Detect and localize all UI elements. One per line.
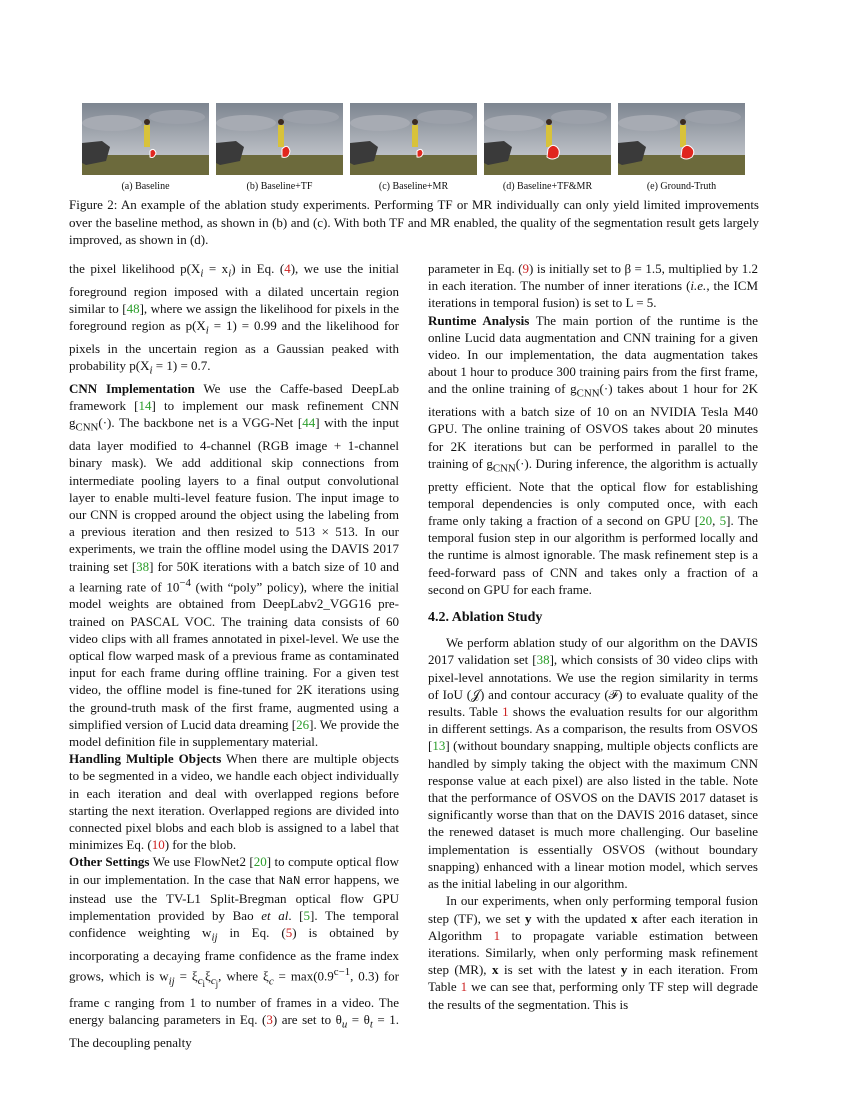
citation-link[interactable]: 38 [536,652,550,668]
thumbnail-image [618,103,745,175]
runin-heading: Runtime Analysis [428,312,530,328]
figure-2 [82,103,750,193]
paragraph-cnn-implementation: CNN Implementation We use the Caffe-based DeepLab framework [14] to implement our mask refinement CNN $g_{CNN}(\cdot)$. The backbone net is a VGG-Net [44] with the input data layer modified to 4-channel (RGB image + 1-channel binary mask). We add additional skip connections from intermediate pooling layers to a final output convolutional layer to enable multi-level feature fusion. The input image to our CNN is cropped around the object using the labeling from a previous iteration and then resized to 513 × 513. In our experiments, we train the offline model using the DAVIS 2017 training set [38] for 50K iterations with a batch size of 10 and a learning rate of $10^{-4}$ (with “poly” policy), where the initial model weights are obtained from DeepLabv2_VGG16 pre-trained on PASCAL VOC. The training data consists of 60 video clips with all frames annotated in pixel-level. We use the optical flow warped mask of a previous frame as contaminated input for each frame during offline training. For a given test video, the offline model is fine-tuned for 2K iterations using the ground-truth mask of the first frame, augmented using a simplified version of Lucid data dreaming [26]. We provide the model definition file in supplementary material. [69,381,400,749]
figure-panel-ground-truth [618,103,745,192]
thumbnail-image [350,103,477,175]
citation-link[interactable]: 26 [296,716,310,732]
thumbnail-image [216,103,343,175]
equation-ref[interactable]: 10 [151,837,165,853]
runin-heading: Handling Multiple Objects [69,751,222,767]
section-heading: 4.2. Ablation Study [428,610,543,626]
figure-panel-baseline-tf-mr [484,103,611,192]
citation-link[interactable]: 20 [699,513,713,529]
left-column [69,260,399,1051]
citation-link[interactable]: 14 [138,398,152,414]
thumbnail-image [484,103,611,175]
citation-link[interactable]: 38 [136,558,150,574]
right-column [428,260,758,1013]
paragraph-ablation-2: In our experiments, when only performing temporal fusion step (TF), we set y with the updated x after each iteration in Algorithm 1 to propagate variable estimation between iterations. Similarly, when only performing mask refinement step (MR), x is set with the latest y in each iteration. From Table 1 we can see that, performing only TF step will degrade the results of the segmentation. This is [428,893,759,1012]
paragraph-likelihood: the pixel likelihood $p(X_i = x_i)$ in Eq. (4), we use the initial foreground region imposed with a dilated uncertain region similar to [48], where we assign the likelihood for pixels in the foreground region as $p(X_i = 1) = 0.99$ and the likelihood for pixels in the uncertain region as a Gaussian peaked with probability $p(X_i = 1) = 0.7$. [69,261,399,377]
paragraph-decoupling-penalty: parameter in Eq. (9) is initially set to β = 1.5, multiplied by 1.2 in each iteration. The number of inner iterations (i.e., the ICM iterations in temporal fusion) is set to L = 5. [428,261,759,311]
table-ref[interactable]: 1 [460,979,468,995]
citation-link[interactable]: 48 [126,301,140,316]
paragraph-multiple-objects: Handling Multiple Objects When there are multiple objects to be segmented in a video, we handle each object individually in each iteration and deal with overlapped regions before starting the next iteration. Overlapped regions are divided into connected pixel blobs and each blob is assigned to a label that minimizes Eq. (10) for the blob. [69,751,399,853]
subcaption: (d) Baseline+TF&MR [502,181,593,192]
citation-link[interactable]: 5 [303,908,311,924]
paragraph-ablation-1: We perform ablation study of our algorithm on the DAVIS 2017 validation set [38], which consists of 30 video clips with pixel-level annotations. We use the region similarity in terms of IoU (𝒥) and contour accuracy (ℱ) to evaluate quality of the results. Table 1 shows the evaluation results for our algorithm in different settings. As a comparison, the results from OSVOS [13] (without boundary snapping, multiple objects conflicts are handled by simply taking the object with the maximum CNN response value at each pixel) are also listed in the table. Note that the performance of OSVOS on the DAVIS 2017 dataset is significantly worse than that on the DAVIS 2016 dataset, since the renewed dataset is much more challenging. Our baseline implementation is essentially OSVOS (without boundary snapping) enhanced with a linear motion model, which serves as the initial labeling in our algorithm. [428,635,758,892]
paragraph-other-settings: Other Settings We use FlowNet2 [20] to compute optical flow in our implementation. In the case that NaN error happens, we instead use the TV-L1 Split-Bregman optical flow GPU implementation provided by Bao et al. [5]. The temporal confidence weighting $w_{ij}$ in Eq. (5) is obtained by incorporating a decaying frame confidence as the frame index grows, which is $w_{ij} = \xi_{c_i}\xi_{c_j}$, where $\xi_c = \max(0.9^{c-1}$, 0.3) for frame c ranging from 1 to number of frames in a video. The energy balancing parameters in Eq. (3) are set to $\theta_u = \theta_t = 1$. The decoupling penalty [69,854,400,1050]
subcaption: (e) Ground-Truth [646,181,717,192]
equation-ref[interactable]: 5 [285,925,293,941]
subcaption: (b) Baseline+TF [246,181,313,192]
algorithm-ref[interactable]: 1 [493,927,501,943]
figure-panel-baseline-tf [216,103,343,192]
citation-link[interactable]: 5 [719,513,727,529]
equation-ref[interactable]: 3 [266,1011,273,1027]
table-ref[interactable]: 1 [502,704,509,720]
citation-link[interactable]: 13 [432,738,446,754]
figure-panel-baseline [82,103,209,192]
citation-link[interactable]: 44 [302,415,316,431]
citation-link[interactable]: 20 [253,854,267,870]
equation-ref[interactable]: 4 [284,261,291,276]
figure-panel-baseline-mr [350,103,477,192]
paragraph-runtime-analysis: Runtime Analysis The main portion of the runtime is the online Lucid data augmentation and CNN training for a given video. In our implementation, the data augmentation takes about 1 hour to produce 300 training pairs from the first frame, and the online training of $g_{CNN}(\cdot)$ takes about 1 hour for 2K iterations with a batch size of 10 on an NVIDIA Tesla M40 GPU. The online training of OSVOS takes about 20 minutes for 2K iterations but can be performed in parallel to the training of $g_{CNN}(\cdot)$. During inference, the algorithm is actually pretty efficient. Note that the optical flow for establishing temporal dependencies is only computed once, with each frame only taking a fraction of a second on GPU [20, 5]. The temporal fusion step in our algorithm is performed locally and the runtime is almost ignorable. The mask refinement step is a feed-forward pass of CNN and takes only a fraction of a second on GPU for each frame. [428,312,758,597]
subcaption: (a) Baseline [121,181,170,192]
thumbnail-image [82,103,209,175]
runin-heading: CNN Implementation [69,381,195,396]
figure-caption: Figure 2: An example of the ablation study experiments. Performing TF or MR individually can only yield limited improvements over the baseline method, as shown in (b) and (c). With both TF and MR enabled, the quality of the segmentation result gets largely improved, as shown in (d). [69,197,759,247]
subcaption: (c) Baseline+MR [378,181,449,192]
runin-heading: Other Settings [69,854,150,870]
equation-ref[interactable]: 9 [522,261,530,276]
